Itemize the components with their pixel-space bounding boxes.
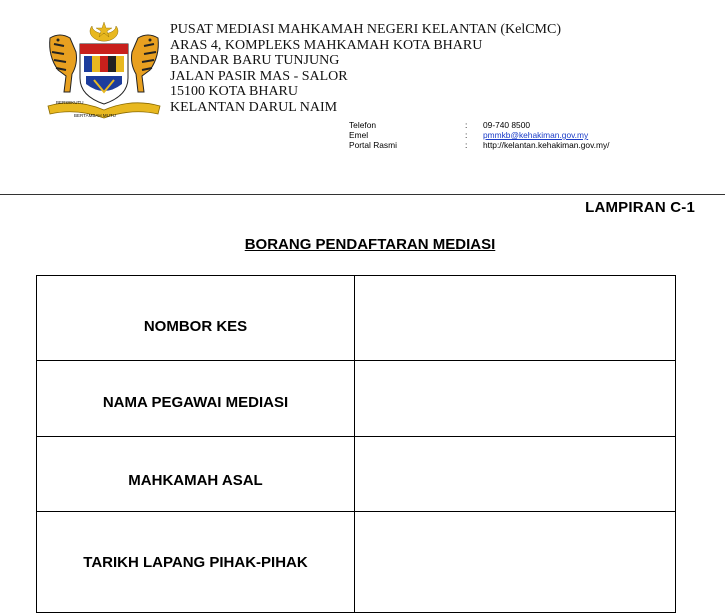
contact-separator: : [465, 140, 468, 150]
original-court-field[interactable] [355, 437, 676, 512]
field-label: NAMA PEGAWAI MEDIASI [102, 393, 289, 411]
left-tiger-icon [50, 35, 77, 92]
right-tiger-icon [132, 35, 159, 92]
email-link[interactable]: pmmkb@kehakiman.gov.my [483, 130, 589, 140]
address-line: JALAN PASIR MAS - SALOR [170, 68, 348, 84]
header-divider [0, 194, 725, 195]
field-label-cell [37, 276, 355, 361]
field-label: MAHKAMAH ASAL [128, 471, 263, 489]
field-label-cell [37, 437, 355, 512]
field-label: NOMBOR KES [143, 318, 248, 335]
contact-label: Emel [349, 130, 369, 140]
address-line: ARAS 4, KOMPLEKS MAHKAMAH KOTA BHARU [170, 37, 483, 53]
shield-icon [80, 44, 128, 104]
field-label-cell [37, 512, 355, 613]
registration-form-table [36, 275, 676, 613]
field-label-cell [37, 361, 355, 437]
contact-separator: : [465, 120, 468, 130]
table-row [37, 437, 676, 512]
address-line: BANDAR BARU TUNJUNG [170, 53, 340, 68]
attachment-label: LAMPIRAN C-1 [585, 199, 695, 216]
address-line: KELANTAN DARUL NAIM [170, 99, 338, 115]
table-row [37, 276, 676, 361]
contact-label: Telefon [349, 120, 377, 130]
table-row [37, 361, 676, 437]
phone-value: 09-740 8500 [483, 120, 531, 130]
motto-right-text: BERTAMBAH MUTU [74, 113, 116, 118]
case-number-field[interactable] [355, 276, 676, 361]
parties-report-date-field[interactable] [355, 512, 676, 613]
contact-block [349, 120, 609, 150]
address-line: 15100 KOTA BHARU [170, 84, 298, 99]
motto-left-text: BERSEKUTU [56, 100, 84, 105]
address-line: PUSAT MEDIASI MAHKAMAH NEGERI KELANTAN (KelCMC) [170, 22, 562, 37]
address-block [170, 22, 561, 115]
contact-row-email [349, 130, 609, 140]
portal-url: http://kelantan.kehakiman.gov.my/ [483, 140, 610, 150]
contact-row-portal [349, 140, 609, 150]
form-title: BORANG PENDAFTARAN MEDIASI [244, 236, 496, 253]
field-label: TARIKH LAPANG PIHAK-PIHAK [83, 553, 308, 571]
contact-row-phone [349, 120, 609, 130]
mediator-name-field[interactable] [355, 361, 676, 437]
coat-of-arms-logo [44, 20, 164, 120]
contact-separator: : [465, 130, 468, 140]
table-row [37, 512, 676, 613]
contact-label: Portal Rasmi [349, 140, 397, 150]
